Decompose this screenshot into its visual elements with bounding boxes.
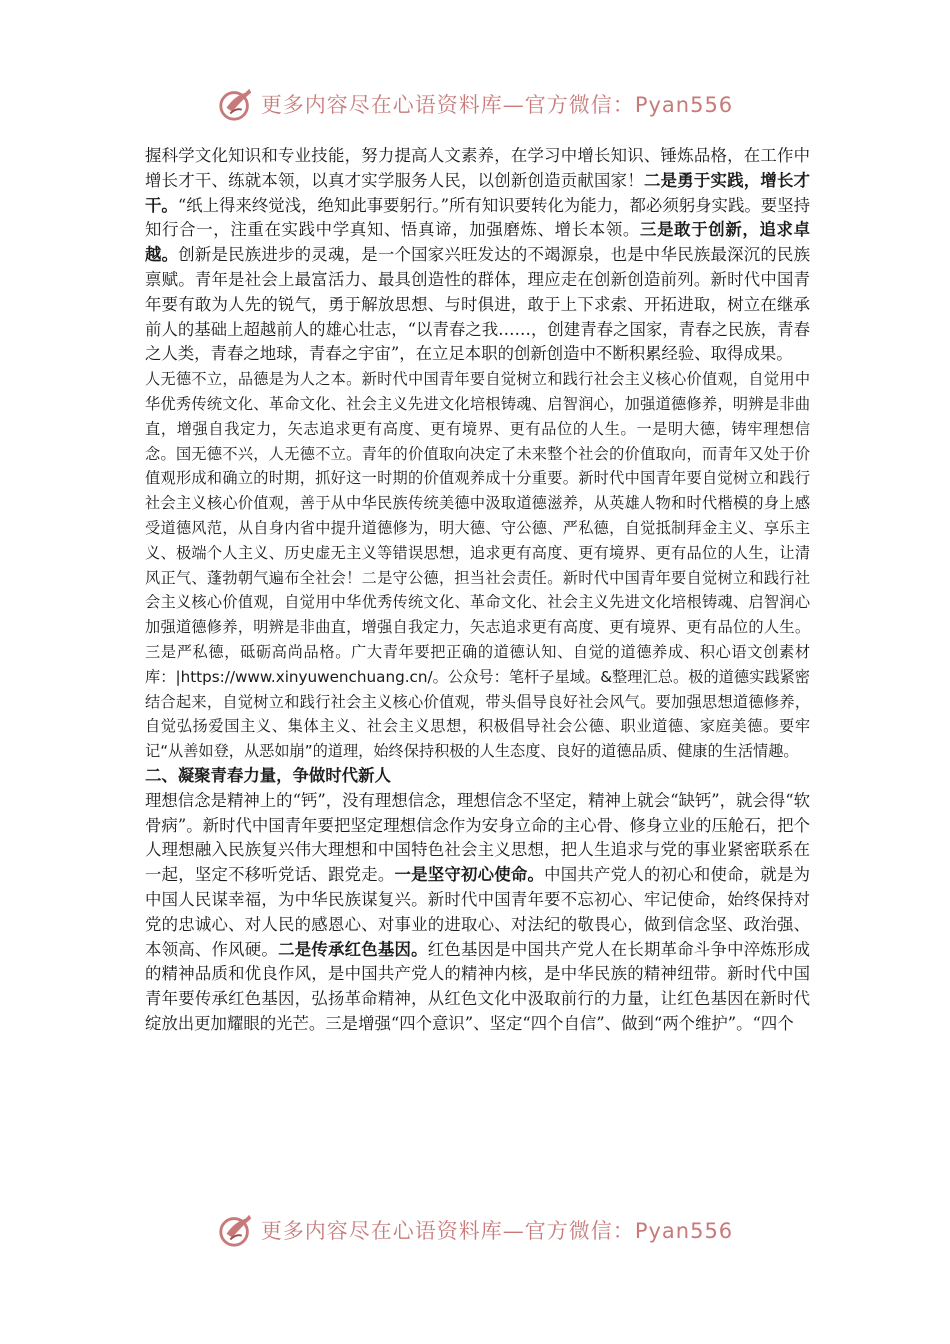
bold-phrase: 一是坚守初心使命。 [394,865,545,885]
bold-phrase: 三是敢于创新，追求卓越。 [145,220,811,265]
bold-phrase: 二是传承红色基因。 [278,939,428,959]
document-body [145,144,810,1037]
paragraph-2: 人无德不立，品德是为人之本。新时代中国青年要自觉树立和践行社会主义核心价值观，自觉用中华优秀传统文化、革命文化、社会主义先进文化培根铸魂、启智润心，加强道德修养，明辨是非曲直，增强自我定力，矢志追求更有高度、更有境界、更有品位的人生。一是明大德，铸牢理想信念。国无德不兴，人无德不立。青年的价值取向决定了未来整个社会的价值取向，而青年又处于价值观形成和确立的时期，抓好这一时期的价值观养成十分重要。新时代中国青年要自觉树立和践行社会主义核心价值观，善于从中华民族传统美德中汲取道德滋养，从英雄人物和时代楷模的身上感受道德风范，从自身内省中提升道德修为，明大德、守公德、严私德，自觉抵制拜金主义、享乐主义、极端个人主义、历史虚无主义等错误思想，追求更有高度、更有境界、更有品位的人生，让清风正气、蓬勃朝气遍布全社会！二是守公德，担当社会责任。新时代中国青年要自觉树立和践行社会主义核心价值观，自觉用中华优秀传统文化、革命文化、社会主义先进文化培根铸魂、启智润心加强道德修养，明辨是非曲直，增强自我定力，矢志追求更有高度、更有境界、更有品位的人生。三是严私德，砥砺高尚品格。广大青年要把正确的道德认知、自觉的道德养成、积心语文创素材库：|https://www.xinyuwenchuang.cn/。公众号：笔杆子星域。&整理汇总。极的道德实践紧密结合起来，自觉树立和践行社会主义核心价值观，带头倡导良好社会风气。要加强思想道德修养，自觉弘扬爱国主义、集体主义、社会主义思想，积极倡导社会公德、职业道德、家庭美德。要牢记“从善如登，从恶如崩”的道理，始终保持积极的人生态度、良好的道德品质、健康的生活情趣。 [145,370,810,761]
wechat-id: Pyan556 [634,1219,734,1243]
pen-logo-icon [217,85,255,123]
banner-text: 更多内容尽在心语资料库—官方微信：Pyan556 [260,1219,734,1243]
header-banner [0,82,950,126]
pen-logo-icon [217,1211,255,1249]
wechat-id: Pyan556 [634,93,734,117]
paragraph-3: 理想信念是精神上的“钙”，没有理想信念，理想信念不坚定，精神上就会“缺钙”，就会得“软骨病”。新时代中国青年要把坚定理想信念作为安身立命的主心骨、修身立业的压舱石，把个人理想融入民族复兴伟大理想和中国特色社会主义思想，把人生追求与党的事业紧密联系在一起，坚定不移听党话、跟党走。一是坚守初心使命。中国共产党人的初心和使命，就是为中国人民谋幸福，为中华民族谋复兴。新时代中国青年要不忘初心、牢记使命，始终保持对党的忠诚心、对人民的感恩心、对事业的进取心、对法纪的敬畏心，做到信念坚、政治强、本领高、作风硬。二是传承红色基因。红色基因是中国共产党人在长期革命斗争中淬炼形成的精神品质和优良作风，是中国共产党人的精神内核，是中华民族的精神纽带。新时代中国青年要传承红色基因，弘扬革命精神，从红色文化中汲取前行的力量，让红色基因在新时代绽放出更加耀眼的光芒。三是增强“四个意识”、坚定“四个自信”、做到“两个维护”。“四个 [145,790,811,1033]
banner-text: 更多内容尽在心语资料库—官方微信：Pyan556 [260,93,734,117]
footer-banner [0,1208,950,1252]
bold-phrase: 二是勇于实践，增长才干。 [145,170,811,215]
section-heading: 二、凝聚青春力量，争做时代新人 [145,765,391,785]
paragraph-1: 握科学文化知识和专业技能，努力提高人文素养，在学习中增长知识、锤炼品格，在工作中增长才干、练就本领，以真才实学服务人民，以创新创造贡献国家！二是勇于实践，增长才干。“纸上得来终觉浅，绝知此事要躬行。”所有知识要转化为能力，都必须躬身实践。要坚持知行合一，注重在实践中学真知、悟真谛，加强磨炼、增长本领。三是敢于创新，追求卓越。创新是民族进步的灵魂，是一个国家兴旺发达的不竭源泉，也是中华民族最深沉的民族禀赋。青年是社会上最富活力、最具创造性的群体，理应走在创新创造前列。新时代中国青年要有敢为人先的锐气，勇于解放思想、与时俱进，敢于上下求索、开拓进取，树立在继承前人的基础上超越前人的雄心壮志，“以青春之我……，创建青春之国家，青春之民族，青春之人类，青春之地球，青春之宇宙”，在立足本职的创新创造中不断积累经验、取得成果。 [145,146,811,364]
